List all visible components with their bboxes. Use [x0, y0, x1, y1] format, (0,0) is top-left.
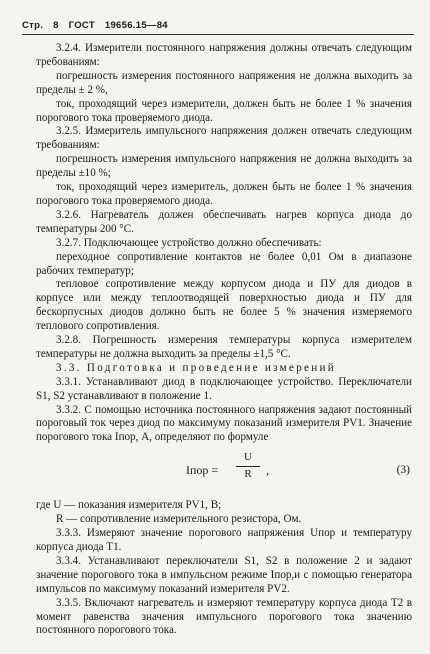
paragraph: 3.3.5. Включают нагреватель и измеряют температуру корпуса диода T2 в момент равенства значения импульсного порогового тока значению постоянного порогового тока. — [36, 596, 412, 637]
formula-numerator: U — [236, 451, 260, 467]
paragraph: где U — показания измерителя PV1, В; — [36, 499, 222, 512]
paragraph: 3.3.2. С помощью источника постоянного напряжения задают постоянный пороговый ток через диод по максимуму показаний измерителя PV1. Значение порогового тока Iпор, А, определяют по формуле — [36, 403, 412, 444]
paragraph: 3.3.1. Устанавливают диод в подключающее устройство. Переключатели S1, S2 устанавливают в положение 1. — [36, 375, 412, 402]
body-text — [36, 42, 412, 638]
paragraph: тепловое сопротивление между корпусом диода и ПУ для диодов в корпусе или между теплоотводящей поверхностью диода и ПУ для бескорпусных диодов должно быть не более 5 % значения измеряемого теплового сопротивления. — [36, 278, 412, 333]
page-number: 8 — [53, 20, 59, 31]
paragraph: 3.2.4. Измерители постоянного напряжения должны отвечать следующим требованиям: — [36, 42, 412, 68]
formula-lhs: Iпор = — [186, 463, 219, 478]
paragraph: 3.2.7. Подключающее устройство должно обеспечивать: — [56, 236, 322, 249]
paragraph: ток, проходящий через измеритель, должен быть не более 1 % значения порогового тока проверяемого диода. — [36, 181, 412, 207]
formula-denominator: R — [244, 468, 252, 481]
paragraph: 3.3.3. Измеряют значение порогового напряжения Uпор и температуру корпуса диода T1. — [36, 527, 412, 553]
paragraph: ток, проходящий через измерители, должен быть не более 1 % значения порогового тока проверяемого диода. — [36, 97, 412, 124]
paragraph: 3.2.5. Измеритель импульсного напряжения должен отвечать следующим требованиям: — [36, 125, 412, 152]
paragraph: переходное сопротивление контактов не более 0,01 Ом в диапазоне рабочих температур; — [36, 250, 412, 277]
page-header — [22, 20, 175, 31]
standard-label: ГОСТ — [68, 20, 95, 31]
paragraph: 3.3.4. Устанавливают переключатели S1, S2 в положение 2 и задают значение порогового тока в импульсном режиме Iпор,и с помощью генератора импульсов по максимуму показаний измерителя PV2. — [36, 554, 412, 595]
formula-number: (3) — [396, 464, 410, 477]
formula-3 — [36, 449, 412, 493]
header-rule — [22, 34, 414, 35]
paragraph: погрешность измерения постоянного напряжения не должна выходить за пределы ± 2 %, — [36, 69, 412, 96]
formula-fraction — [236, 451, 260, 482]
standard-number: 19656.15—84 — [104, 20, 168, 31]
formula-comma: , — [266, 463, 269, 478]
paragraph: R — сопротивление измерительного резистора, Ом. — [56, 513, 302, 526]
page-label: Стр. — [22, 20, 44, 31]
paragraph: 3.3. Подготовка и проведение измерений — [56, 361, 336, 374]
paragraph: 3.2.8. Погрешность измерения температуры корпуса измерителем температуры не должна выходить за пределы ±1,5 °С. — [36, 334, 412, 360]
paragraph: погрешность измерения импульсного напряжения не должна выходить за пределы ±10 %; — [36, 153, 412, 180]
paragraph: 3.2.6. Нагреватель должен обеспечивать нагрев корпуса диода до температуры 200 °С. — [36, 208, 412, 235]
